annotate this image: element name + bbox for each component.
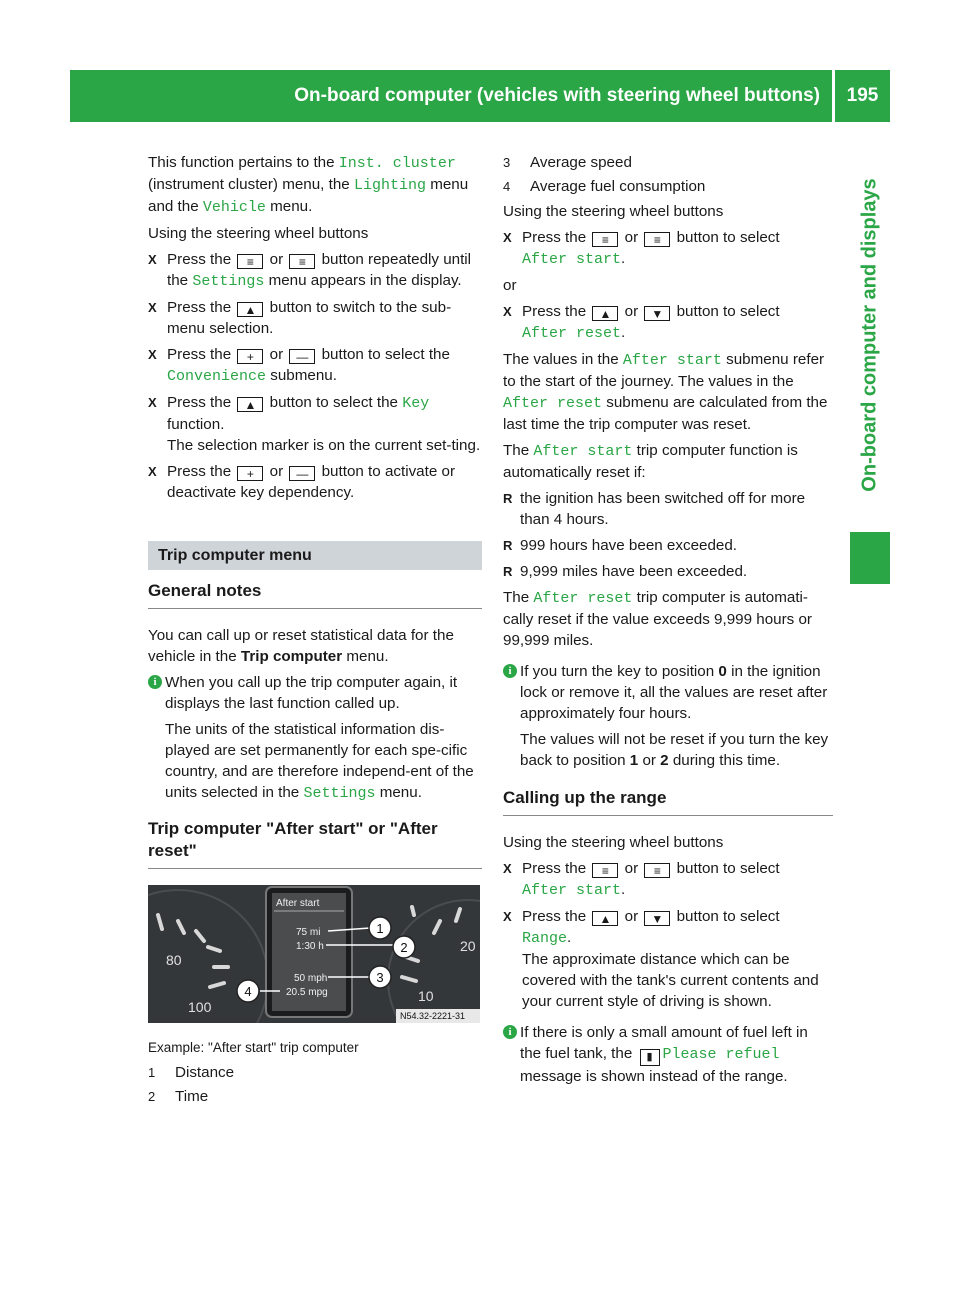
legend-item-4: 4 Average fuel consumption	[503, 178, 706, 195]
minus-button-icon: —	[289, 349, 315, 364]
step-select-after-start: X Press the ≡ or ≡ button to select After start.	[503, 227, 833, 270]
fuel-pump-icon: ▮	[640, 1049, 660, 1066]
info-note: i When you call up the trip computer again, it displays the last function called up. The units of the statistical information dis-played are set permanently for each spe-cific country, and are therefore independ-ent of the units selected in the Settings menu.	[148, 672, 482, 804]
callout-1: 1	[376, 921, 384, 936]
after-start-heading: Trip computer "After start" or "After reset"	[148, 818, 482, 869]
display-title: After start	[276, 898, 320, 909]
forward-button-icon: ≡	[644, 232, 670, 247]
using-buttons-text: Using the steering wheel buttons	[148, 225, 369, 242]
back-button-icon: ≡	[592, 863, 618, 878]
back-button-icon: ≡	[237, 254, 263, 269]
forward-button-icon: ≡	[644, 863, 670, 878]
back-button-icon: ≡	[592, 232, 618, 247]
photo-code: N54.32-2221-31	[400, 1011, 466, 1021]
or-text: or	[503, 277, 517, 294]
step-select-after-start: X Press the ≡ or ≡ button to select After start.	[503, 858, 833, 901]
bullet-item: R the ignition has been switched off for more than 4 hours.	[503, 488, 833, 530]
up-button-icon: ▲	[592, 911, 618, 926]
up-button-icon: ▲	[237, 397, 263, 412]
legend-item-2: 2 Time	[148, 1088, 209, 1105]
minus-button-icon: —	[289, 466, 315, 481]
page-header	[70, 70, 832, 122]
step-2: X Press the ▲ button to switch to the sub-menu selection.	[148, 297, 482, 339]
intro-paragraph: This function pertains to the Inst. cluster (instrument cluster) menu, the Lighting menu and the Vehicle menu.	[148, 154, 469, 216]
step-select-after-reset: X Press the ▲ or ▼ button to select After reset.	[503, 301, 833, 344]
auto-reset-paragraph: The After start trip computer function is automatically reset if:	[503, 442, 798, 481]
forward-button-icon: ≡	[289, 254, 315, 269]
trip-computer-photo	[148, 885, 480, 1023]
display-consumption: 20.5 mpg	[286, 987, 328, 998]
display-distance: 75 mi	[296, 927, 321, 938]
info-icon: i	[148, 675, 162, 689]
callout-3: 3	[376, 970, 384, 985]
bullet-item: R 999 hours have been exceeded.	[503, 535, 833, 556]
callout-2: 2	[400, 940, 408, 955]
general-notes-paragraph: You can call up or reset statistical data for the vehicle in the Trip computer menu.	[148, 627, 454, 665]
gauge-10-label: 10	[418, 988, 434, 1004]
legend-item-1: 1 Distance	[148, 1064, 235, 1081]
callout-4: 4	[244, 984, 252, 999]
trip-computer-heading: Trip computer menu	[148, 541, 482, 570]
step-select-range: X Press the ▲ or ▼ button to select Range. The approximate distance which can be covered with the tank's current contents and your current style of driving is shown.	[503, 906, 833, 1012]
values-paragraph: The values in the After start submenu refer to the start of the journey. The values in the After reset submenu are calculated from the last time the trip computer was reset.	[503, 351, 828, 433]
info-note: i If you turn the key to position 0 in the ignition lock or remove it, all the values are reset after approximately four hours. The values will not be reset if you turn the key back to position 1 or 2 during this time.	[503, 661, 833, 771]
info-icon: i	[503, 1025, 517, 1039]
using-buttons-text: Using the steering wheel buttons	[503, 203, 724, 220]
step-4: X Press the ▲ button to select the Key function. The selection marker is on the current set-ting.	[148, 392, 482, 456]
page-number: 195	[835, 70, 890, 122]
photo-caption: Example: "After start" trip computer	[148, 1040, 359, 1055]
gauge-100-label: 100	[188, 999, 212, 1015]
left-column	[148, 152, 482, 1110]
inst-cluster-link: Inst. cluster	[338, 155, 456, 172]
info-icon: i	[503, 664, 517, 678]
plus-button-icon: +	[237, 349, 263, 364]
down-button-icon: ▼	[644, 911, 670, 926]
legend-item-3: 3 Average speed	[503, 154, 632, 171]
side-tab-marker	[850, 532, 890, 584]
display-speed: 50 mph	[294, 973, 328, 984]
gauge-20-label: 20	[460, 938, 476, 954]
general-notes-heading: General notes	[148, 580, 482, 609]
step-3: X Press the + or — button to select the Convenience submenu.	[148, 344, 482, 387]
after-reset-paragraph: The After reset trip computer is automati-cally reset if the value exceeds 9,999 hours or 99,999 miles.	[503, 589, 812, 649]
right-column	[503, 152, 833, 1092]
step-5: X Press the + or — button to activate or deactivate key dependency.	[148, 461, 482, 503]
display-time: 1:30 h	[296, 941, 324, 952]
header-title: On-board computer (vehicles with steering wheel buttons)	[294, 85, 820, 106]
calling-range-heading: Calling up the range	[503, 787, 833, 816]
step-1: X Press the ≡ or ≡ button repeatedly until the Settings menu appears in the display.	[148, 249, 482, 292]
bullet-item: R 9,999 miles have been exceeded.	[503, 561, 833, 582]
using-buttons-text: Using the steering wheel buttons	[503, 834, 724, 851]
gauge-80-label: 80	[166, 952, 182, 968]
up-button-icon: ▲	[237, 302, 263, 317]
down-button-icon: ▼	[644, 306, 670, 321]
plus-button-icon: +	[237, 466, 263, 481]
up-button-icon: ▲	[592, 306, 618, 321]
side-tab-label: On-board computer and displays	[858, 178, 881, 492]
info-note: i If there is only a small amount of fuel left in the fuel tank, the ▮ Please refuel message is shown instead of the range.	[503, 1022, 833, 1087]
